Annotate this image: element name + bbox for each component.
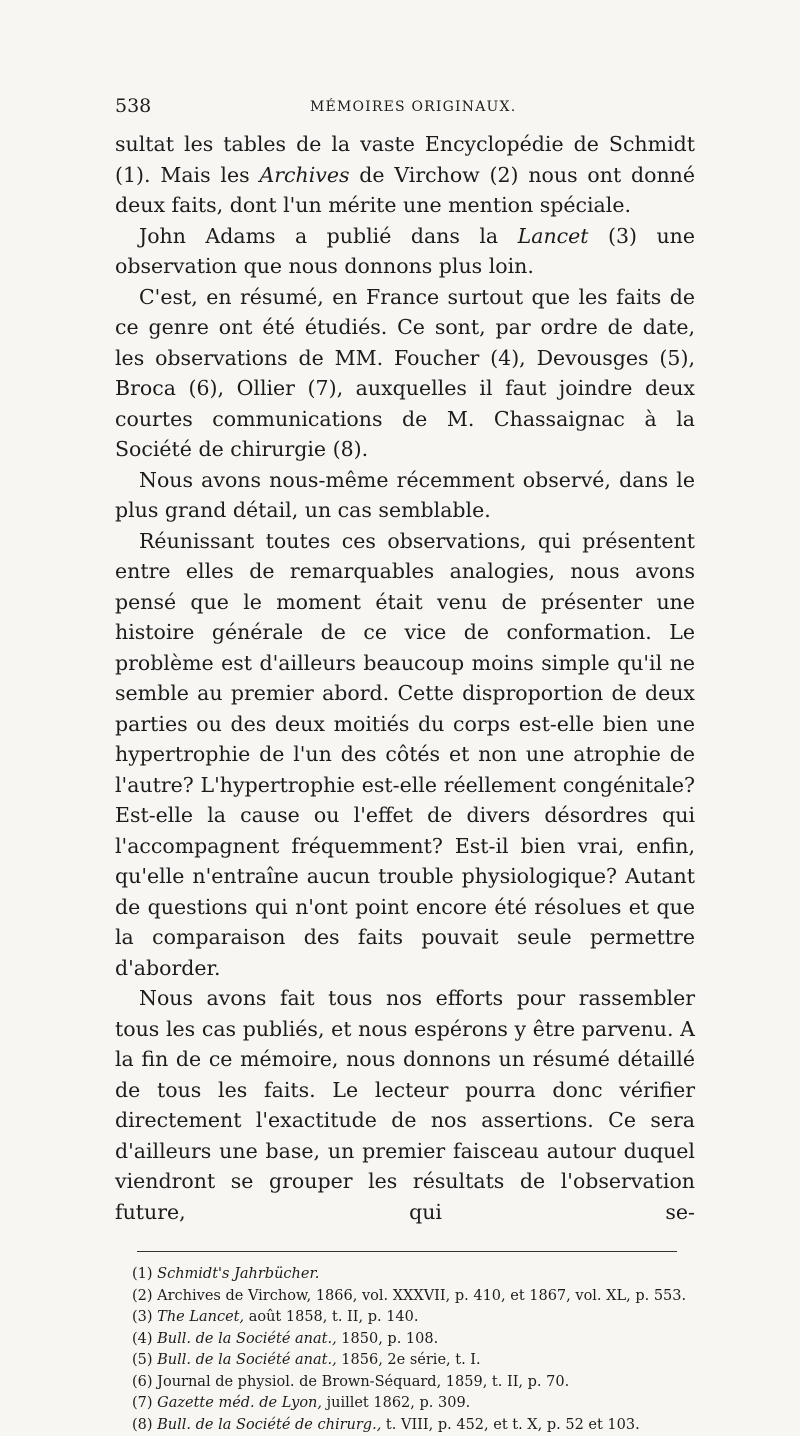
footnote-italic: Schmidt's Jahrbücher. [157, 1266, 319, 1282]
footnote-3 [132, 1307, 695, 1329]
footnote-text: 1856, 2e série, t. I. [337, 1352, 481, 1368]
footnote-italic: Bull. de la Société anat., [157, 1352, 337, 1368]
footnote-text: août 1858, t. II, p. 140. [244, 1309, 418, 1325]
paragraph-4: Nous avons nous-même récemment observé, dans le plus grand détail, un cas semblable. [115, 465, 695, 526]
footnote-italic: The Lancet, [157, 1309, 244, 1325]
footnote-1 [132, 1264, 695, 1286]
footnote-2 [132, 1286, 695, 1308]
footnote-text: 1850, p. 108. [337, 1331, 439, 1347]
footnote-number: (7) [132, 1395, 157, 1411]
paragraph-1 [115, 129, 695, 221]
paragraph-1-text-a: sultat les tables de la vaste Encyclopédie de Schmidt (1). Mais les [115, 132, 695, 187]
paragraph-1-italic: Archives [259, 163, 349, 187]
body-text [115, 129, 695, 1227]
footnote-number: (8) [132, 1417, 157, 1433]
paragraph-2-text-c: (3) une observation que nous donnons plus loin. [115, 224, 695, 279]
footnote-number: (2) [132, 1288, 157, 1304]
paragraph-3: C'est, en résumé, en France surtout que les faits de ce genre ont été étudiés. Ce sont, par ordre de date, les observations de MM. Foucher (4), Devousges (5), Broca (6), Ollier (7), auxquelles il faut joindre deux courtes communications de M. Chassaignac à la Société de chirurgie (8). [115, 282, 695, 465]
paragraph-6: Nous avons fait tous nos efforts pour rassembler tous les cas publiés, et nous espérons y être parvenu. A la fin de ce mémoire, nous donnons un résumé détaillé de tous les faits. Le lecteur pourra donc vérifier directement l'exactitude de nos assertions. Ce sera d'ailleurs une base, un premier faisceau autour duquel viendront se grouper les résultats de l'observation future, qui se- [115, 983, 695, 1227]
paragraph-5: Réunissant toutes ces observations, qui présentent entre elles de remarquables analogies, nous avons pensé que le moment était venu de présenter une histoire générale de ce vice de conformation. Le problème est d'ailleurs beaucoup moins simple qu'il ne semble au premier abord. Cette disproportion de deux parties ou des deux moitiés du corps est-elle bien une hypertrophie de l'un des côtés et non une atrophie de l'autre? L'hypertrophie est-elle réellement congénitale? Est-elle la cause ou l'effet de divers désordres qui l'accompagnent fréquemment? Est-il bien vrai, enfin, qu'elle n'entraîne aucun trouble physiologique? Autant de questions qui n'ont point encore été résolues et que la comparaison des faits pouvait seule permettre d'aborder. [115, 526, 695, 984]
paragraph-2-italic: Lancet [518, 224, 589, 248]
page-number: 538 [115, 95, 151, 117]
footnote-text: t. VIII, p. 452, et t. X, p. 52 et 103. [381, 1417, 639, 1433]
paragraph-1-text-c: de Virchow (2) nous ont donné deux faits, dont l'un mérite une mention spéciale. [115, 163, 695, 218]
footnote-5 [132, 1350, 695, 1372]
footnote-6 [132, 1372, 695, 1394]
footnote-number: (3) [132, 1309, 157, 1325]
running-title: MÉMOIRES ORIGINAUX. [310, 99, 516, 115]
footnote-number: (1) [132, 1266, 157, 1282]
footnotes [115, 1264, 695, 1436]
paragraph-2 [115, 221, 695, 282]
footnote-text: juillet 1862, p. 309. [322, 1395, 470, 1411]
footnote-divider [137, 1251, 677, 1252]
footnote-8 [132, 1415, 695, 1436]
footnote-text: Archives de Virchow, 1866, vol. XXXVII, p. 410, et 1867, vol. XL, p. 553. [157, 1288, 686, 1304]
footnote-text: Journal de physiol. de Brown-Séquard, 1859, t. II, p. 70. [157, 1374, 569, 1390]
footnote-number: (5) [132, 1352, 157, 1368]
footnote-7 [132, 1393, 695, 1415]
page [115, 95, 695, 1436]
paragraph-2-text-a: John Adams a publié dans la [139, 224, 518, 248]
footnote-italic: Bull. de la Société de chirurg., [157, 1417, 381, 1433]
footnote-italic: Bull. de la Société anat., [157, 1331, 337, 1347]
footnote-italic: Gazette méd. de Lyon, [157, 1395, 322, 1411]
footnote-number: (6) [132, 1374, 157, 1390]
page-header [115, 95, 695, 129]
footnote-4 [132, 1329, 695, 1351]
footnote-number: (4) [132, 1331, 157, 1347]
